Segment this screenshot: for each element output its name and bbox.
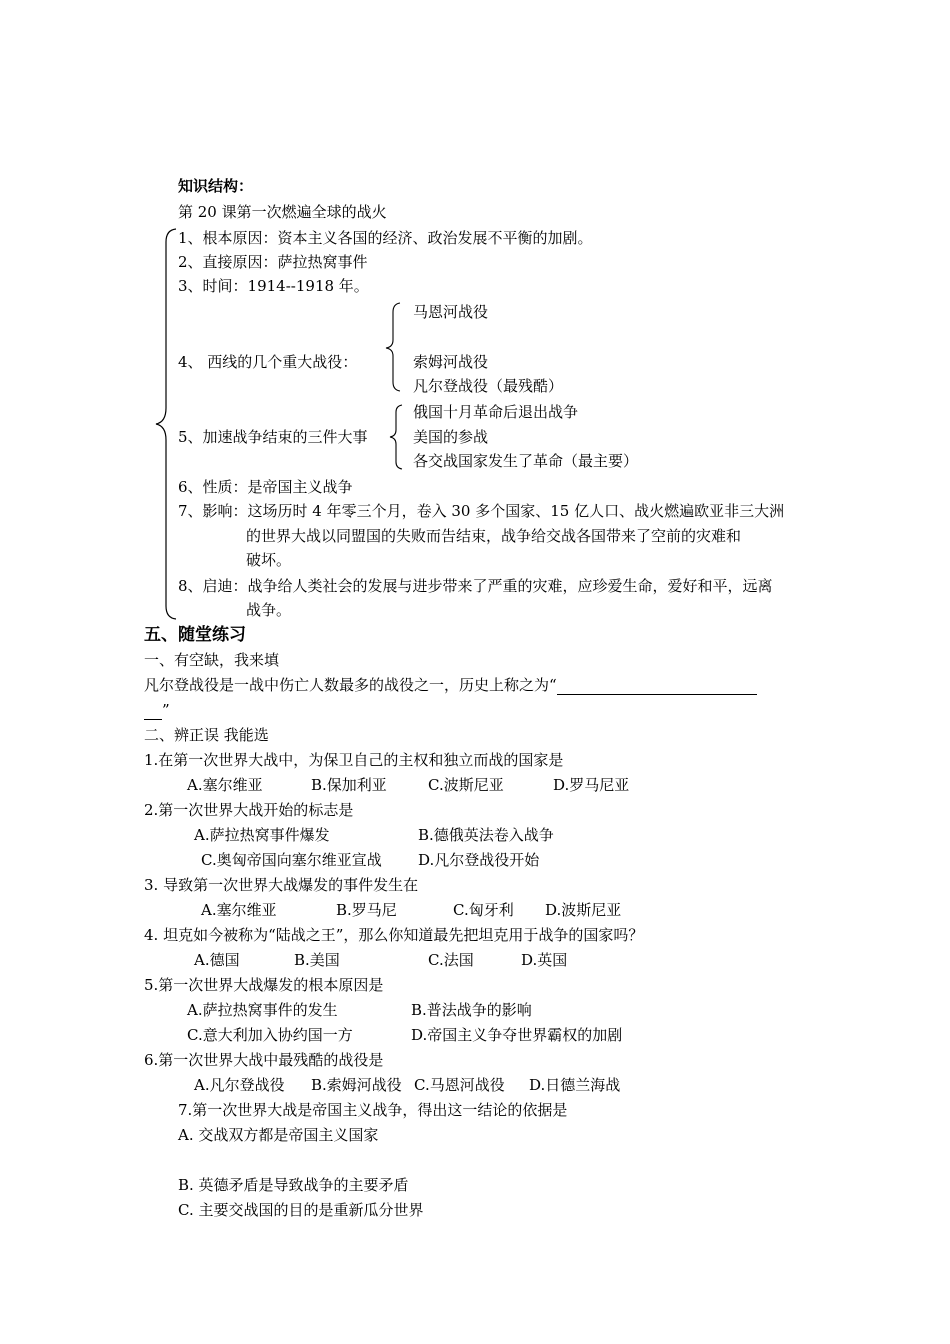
question-1: 1.在第一次世界大战中，为保卫自己的主权和独立而战的国家是 [144, 751, 564, 769]
event-revolutions: 各交战国家发生了革命（最主要） [413, 452, 639, 470]
item-time: 3、时间：1914--1918 年。 [178, 277, 369, 295]
battle-somme: 索姆河战役 [413, 353, 489, 371]
q3-option-b[interactable]: B.罗马尼 [336, 901, 397, 919]
item-nature: 6、性质：是帝国主义战争 [178, 478, 353, 496]
q1-option-a[interactable]: A.塞尔维亚 [187, 776, 263, 794]
q3-option-d[interactable]: D.波斯尼亚 [545, 901, 622, 919]
q5-option-d[interactable]: D.帝国主义争夺世界霸权的加剧 [411, 1026, 623, 1044]
question-2: 2.第一次世界大战开始的标志是 [144, 801, 354, 819]
practice-heading: 五、随堂练习 [144, 625, 246, 645]
q5-option-c[interactable]: C.意大利加入协约国一方 [187, 1026, 353, 1044]
item-impact-line3: 破坏。 [246, 551, 292, 569]
question-3: 3. 导致第一次世界大战爆发的事件发生在 [144, 876, 419, 894]
q7-option-c[interactable]: C. 主要交战国的目的是重新瓜分世界 [178, 1201, 424, 1219]
q5-option-a[interactable]: A.萨拉热窝事件的发生 [187, 1001, 338, 1019]
q1-option-d[interactable]: D.罗马尼亚 [553, 776, 630, 794]
q3-option-c[interactable]: C.匈牙利 [453, 901, 514, 919]
lesson-title: 第 20 课第一次燃遍全球的战火 [178, 203, 387, 221]
brace-battles-icon [384, 302, 402, 392]
q4-option-d[interactable]: D.英国 [521, 951, 568, 969]
q7-option-b[interactable]: B. 英德矛盾是导致战争的主要矛盾 [178, 1176, 409, 1194]
q4-option-c[interactable]: C.法国 [428, 951, 474, 969]
q1-option-b[interactable]: B.保加利亚 [311, 776, 387, 794]
item-root-cause: 1、根本原因：资本主义各国的经济、政治发展不平衡的加剧。 [178, 229, 593, 247]
question-5: 5.第一次世界大战爆发的根本原因是 [144, 976, 384, 994]
battle-verdun: 凡尔登战役（最残酷） [413, 377, 564, 395]
item-impact-line1: 7、影响：这场历时 4 年零三个月，卷入 30 多个国家、15 亿人口、战火燃遍欧亚非三大洲 [178, 502, 785, 520]
q7-option-a[interactable]: A. 交战双方都是帝国主义国家 [178, 1126, 379, 1144]
q6-option-b[interactable]: B.索姆河战役 [311, 1076, 402, 1094]
item-lesson-line1: 8、启迪：战争给人类社会的发展与进步带来了严重的灾难，应珍爱生命，爱好和平，远离 [178, 577, 773, 595]
q6-option-d[interactable]: D.日德兰海战 [529, 1076, 621, 1094]
knowledge-structure-heading: 知识结构： [178, 177, 254, 195]
battle-marne: 马恩河战役 [413, 303, 489, 321]
fill-section-title: 一、有空缺，我来填 [144, 651, 280, 669]
q3-option-a[interactable]: A.塞尔维亚 [201, 901, 277, 919]
fill-question-text: 凡尔登战役是一战中伤亡人数最多的战役之一，历史上称之为“ [144, 676, 557, 694]
q4-option-a[interactable]: A.德国 [194, 951, 240, 969]
item-direct-cause: 2、直接原因：萨拉热窝事件 [178, 253, 368, 271]
q2-option-d[interactable]: D.凡尔登战役开始 [418, 851, 540, 869]
item-impact-line2: 的世界大战以同盟国的失败而告结束，战争给交战各国带来了空前的灾难和 [246, 527, 742, 545]
question-7: 7.第一次世界大战是帝国主义战争，得出这一结论的依据是 [178, 1101, 568, 1119]
item-western-front-label: 4、 西线的几个重大战役： [178, 353, 358, 371]
fill-question-cont [144, 700, 170, 720]
choice-section-title: 二、辨正误 我能选 [144, 726, 269, 744]
fill-close-quote: ” [162, 701, 170, 719]
fill-blank-line[interactable] [557, 678, 757, 695]
big-brace-icon [150, 228, 180, 620]
question-6: 6.第一次世界大战中最残酷的战役是 [144, 1051, 384, 1069]
item-lesson-line2: 战争。 [246, 601, 292, 619]
event-usa: 美国的参战 [413, 428, 489, 446]
q2-option-c[interactable]: C.奥匈帝国向塞尔维亚宣战 [201, 851, 382, 869]
question-4: 4. 坦克如今被称为“陆战之王”，那么你知道最先把坦克用于战争的国家吗？ [144, 926, 644, 944]
event-russia: 俄国十月革命后退出战争 [413, 403, 579, 421]
q1-option-c[interactable]: C.波斯尼亚 [428, 776, 504, 794]
item-three-events-label: 5、加速战争结束的三件大事 [178, 428, 368, 446]
fill-blank-line-cont[interactable] [144, 703, 162, 720]
fill-question [144, 675, 757, 695]
q2-option-b[interactable]: B.德俄英法卷入战争 [418, 826, 554, 844]
q4-option-b[interactable]: B.美国 [294, 951, 340, 969]
q6-option-c[interactable]: C.马恩河战役 [414, 1076, 505, 1094]
q2-option-a[interactable]: A.萨拉热窝事件爆发 [194, 826, 330, 844]
q5-option-b[interactable]: B.普法战争的影响 [411, 1001, 532, 1019]
brace-events-icon [388, 404, 404, 470]
q6-option-a[interactable]: A.凡尔登战役 [194, 1076, 285, 1094]
